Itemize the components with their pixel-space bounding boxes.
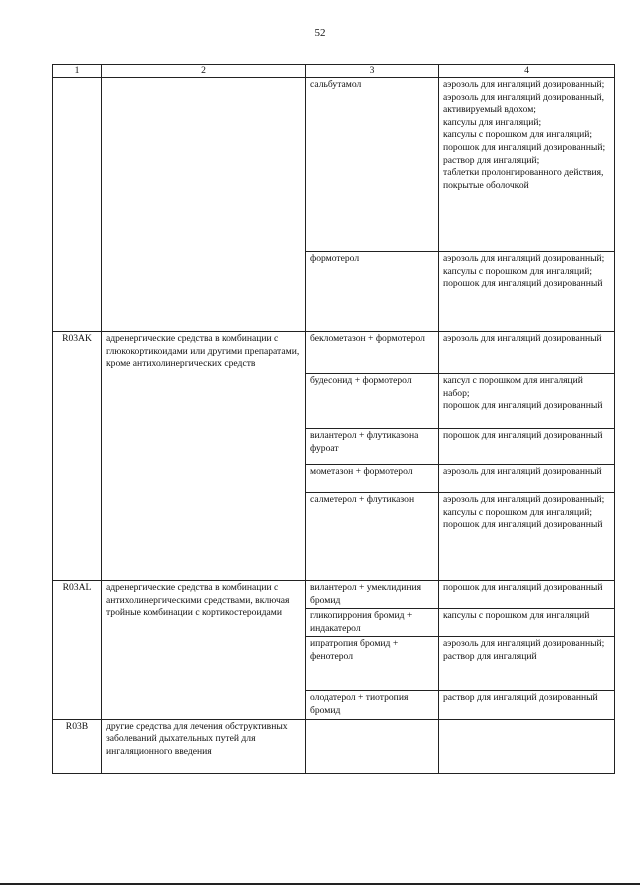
drug-name-cell: ипратропия бромид + фенотерол [306,637,439,691]
group-name-cell: адренергические средства в комбинации с глюкокортикоидами или другими препаратами, кроме антихолинергических средств [102,332,306,581]
column-header: 4 [439,65,615,78]
group-name-cell: адренергические средства в комбинации с антихолинергическими средствами, включая тройные комбинации с кортикостероидами [102,581,306,720]
dosage-form-cell: капсул с порошком для ингаляций набор; порошок для ингаляций дозированный [439,374,615,429]
drug-name-cell: формотерол [306,252,439,332]
table-row [53,581,615,609]
dosage-form-cell [439,719,615,773]
drug-name-cell [306,719,439,773]
drug-name-cell: будесонид + формотерол [306,374,439,429]
drug-name-cell: беклометазон + формотерол [306,332,439,374]
column-header: 3 [306,65,439,78]
column-header: 2 [102,65,306,78]
group-name-cell: другие средства для лечения обструктивных заболеваний дыхательных путей для ингаляционного введения [102,719,306,773]
table-row [53,78,615,252]
table-row [53,719,615,773]
atc-code-cell [53,78,102,332]
drug-name-cell: салметерол + флутиказон [306,493,439,581]
drug-name-cell: сальбутамол [306,78,439,252]
header-row [53,65,615,78]
group-name-cell [102,78,306,332]
dosage-form-cell: капсулы с порошком для ингаляций [439,609,615,637]
page-number: 52 [314,27,326,39]
drug-name-cell: вилантерол + флутиказона фуроат [306,429,439,465]
dosage-form-cell: аэрозоль для ингаляций дозированный [439,465,615,493]
table-row [53,332,615,374]
dosage-form-cell: аэрозоль для ингаляций дозированный; капсулы с порошком для ингаляций; порошок для ингаляций дозированный [439,252,615,332]
bottom-rule [0,883,640,885]
dosage-form-cell: аэрозоль для ингаляций дозированный [439,332,615,374]
table-body [53,78,615,774]
drug-name-cell: олодатерол + тиотропия бромид [306,691,439,719]
dosage-form-cell: аэрозоль для ингаляций дозированный; капсулы с порошком для ингаляций; порошок для ингаляций дозированный [439,493,615,581]
atc-code-cell: R03AL [53,581,102,720]
dosage-form-cell: порошок для ингаляций дозированный [439,581,615,609]
dosage-form-cell: порошок для ингаляций дозированный [439,429,615,465]
dosage-form-cell: аэрозоль для ингаляций дозированный; раствор для ингаляций [439,637,615,691]
drug-table [52,64,615,774]
column-header: 1 [53,65,102,78]
atc-code-cell: R03AK [53,332,102,581]
dosage-form-cell: аэрозоль для ингаляций дозированный; аэрозоль для ингаляций дозированный, активируемый вдохом; капсулы для ингаляций; капсулы с порошком для ингаляций; порошок для ингаляций дозированный; раствор для ингаляций; таблетки пролонгированного действия, покрытые оболочкой [439,78,615,252]
atc-code-cell: R03B [53,719,102,773]
drug-name-cell: мометазон + формотерол [306,465,439,493]
drug-name-cell: гликопиррония бромид + индакатерол [306,609,439,637]
drug-name-cell: вилантерол + умеклидиния бромид [306,581,439,609]
dosage-form-cell: раствор для ингаляций дозированный [439,691,615,719]
